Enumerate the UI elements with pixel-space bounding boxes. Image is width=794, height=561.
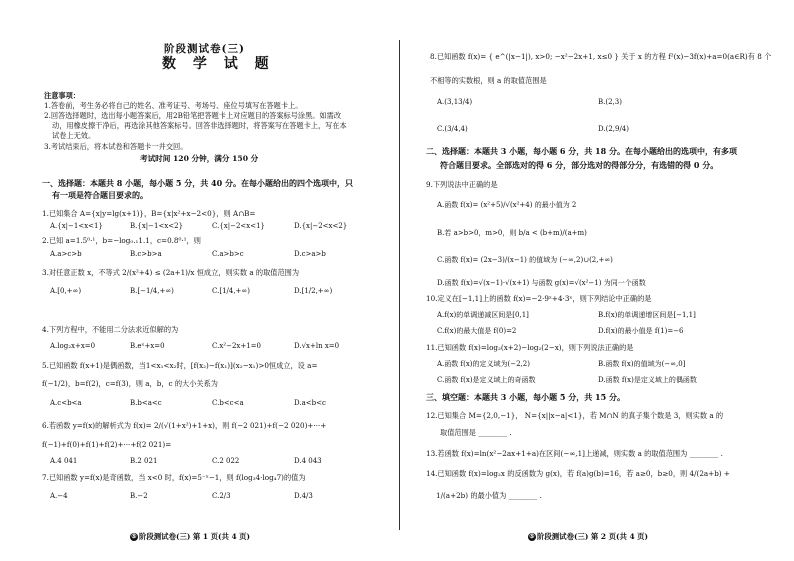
q8-option-b: B.(2,3) (598, 98, 622, 106)
question-10: 10.定义在[−1,1]上的函数 f(x)=−2·9ˣ+4·3ˣ，则下列结论中正确的是 (426, 294, 652, 303)
q5-option-b: B.b<a<c (130, 399, 162, 407)
q4-option-a: A.log₂x+x=0 (50, 342, 96, 350)
page-footer-1 (130, 532, 250, 541)
q1-option-a: A.{x|−1<x<1} (50, 222, 103, 230)
question-6-line-2: f(−1)+f(0)+f(1)+f(2)+···+f(2 021)= (42, 440, 172, 449)
question-1: 1.已知集合 A={x|y=lg(x+1)}，B={x|x²+x−2<0}，则 A∩B= (42, 209, 256, 218)
q10-option-d: D.f(x)的最小值是 f(1)=−6 (598, 327, 684, 335)
exam-time: 考试时间 120 分钟，满分 150 分 (140, 154, 259, 163)
q1-option-d: D.{x|−2<x<2} (294, 222, 348, 230)
exam-subject: 数 学 试 题 (162, 56, 275, 72)
series-badge-icon: ⑤ (529, 533, 535, 540)
q11-option-b: B.函数 f(x)的值域为(−∞,0] (598, 360, 686, 368)
q9-option-b: B.若 a>b>0，m>0，则 b/a < (b+m)/(a+m) (437, 229, 587, 237)
page-footer-2 (528, 532, 648, 541)
q1-option-b: B.{x|−1<x<2} (130, 222, 184, 230)
page-2 (402, 0, 794, 561)
question-14-line-1: 14.已知函数 f(x)=log₂x 的反函数为 g(x)，若 f(a)g(b)=16，若 a≥0，b≥0，则 4/(2a+b) + (426, 469, 730, 478)
q9-option-d: D.函数 f(x)=√(x−1)·√(x+1) 与函数 g(x)=√(x²−1) 为同一个函数 (437, 279, 646, 287)
question-2: 2.已知 a=1.5⁰·¹，b=−log₀.₁1.1，c=0.8⁰·¹，则 (42, 236, 201, 245)
question-8-line-2: 不相等的实数根，则 a 的取值范围是 (430, 76, 547, 85)
q11-option-c: C.函数 f(x)是定义域上的奇函数 (437, 376, 536, 384)
q6-option-c: C.2 022 (212, 457, 240, 465)
footer-text: 阶段测试卷(三) 第 2 页(共 4 页) (537, 532, 649, 541)
page-divider (399, 40, 400, 530)
q10-option-b: B.f(x)的单调递增区间是[−1,1] (598, 311, 696, 319)
notice-line: 试卷上无效。 (52, 131, 96, 140)
notice-line: 动，用橡皮擦干净后，再选涂其他答案标号。回答非选择题时，将答案写在答题卡上，写在本 (52, 121, 347, 130)
section-3-heading: 三、填空题：本题共 3 小题，每小题 5 分，共 15 分。 (426, 392, 625, 402)
q4-option-d: D.√x+ln x=0 (294, 342, 340, 350)
q2-option-b: B.c>b>a (130, 250, 162, 258)
question-6-line-1: 6.若函数 y=f(x)的解析式为 f(x)= 2/(√(1+x²)+1+x)，则 f(−2 021)+f(−2 020)+···+ (42, 421, 327, 430)
q3-option-b: B.[−1/4,+∞) (130, 287, 174, 295)
q6-option-d: D.4 043 (294, 457, 322, 465)
q11-option-a: A.函数 f(x)的定义域为(−2,2) (437, 360, 530, 368)
q11-option-d: D.函数 f(x)是定义域上的偶函数 (598, 376, 697, 384)
question-13: 13.若函数 f(x)=ln(x²−2ax+1+a)在区间(−∞,1]上递减，则实数 a 的取值范围为 ________ . (426, 449, 723, 458)
q3-option-a: A.[0,+∞) (50, 287, 82, 295)
question-3: 3.对任意正数 x，不等式 2/(x²+4) ≤ (2a+1)/x 恒成立，则实数 a 的取值范围为 (42, 268, 300, 277)
q7-option-c: C.2/3 (212, 492, 231, 500)
section-2-heading: 符合题目要求。全部选对的得 6 分，部分选对的得部分分，有选错的得 0 分。 (440, 160, 719, 170)
section-1-heading: 一、选择题：本题共 8 小题，每小题 5 分，共 40 分。在每小题给出的四个选项中，只 (42, 178, 353, 188)
q3-option-d: D.[1/2,+∞) (294, 287, 333, 295)
notice-line: 2.回答选择题时，选出每小题答案后，用2B铅笔把答题卡上对应题目的答案标号涂黑。如需改 (44, 111, 342, 120)
q2-option-a: A.a>c>b (50, 250, 82, 258)
question-7: 7.已知函数 y=f(x)是奇函数，当 x<0 时，f(x)=5⁻ˣ−1，则 f(log₃4·log₄7)的值为 (42, 473, 306, 482)
question-5-line-1: 5.已知函数 f(x+1)是偶函数，当1<x₁<x₂时，[f(x₂)−f(x₁)](x₂−x₁)>0恒成立，设 a= (42, 361, 318, 370)
question-12-line-1: 12.已知集合 M={2,0,−1}， N={x||x−a|<1}，若 M∩N 的真子集个数是 3，则实数 a 的 (426, 411, 724, 420)
q10-option-c: C.f(x)的最大值是 f(0)=2 (437, 327, 517, 335)
notice-line: 1.答卷前，考生务必将自己的姓名、准考证号、考场号、座位号填写在答题卡上。 (44, 101, 303, 110)
question-9: 9.下列说法中正确的是 (426, 180, 498, 189)
q7-option-b: B.−2 (130, 492, 148, 500)
q2-option-d: D.c>a>b (294, 250, 326, 258)
q5-option-a: A.c<b<a (50, 399, 82, 407)
q8-option-d: D.(2,9/4) (598, 125, 629, 133)
q10-option-a: A.f(x)的单调递减区间是[0,1] (437, 311, 529, 319)
section-1-heading: 有一项是符合题目要求的。 (52, 190, 148, 200)
section-2-heading: 二、选择题：本题共 3 小题，每小题 6 分，共 18 分。在每小题给出的选项中，有多项 (426, 146, 737, 156)
question-11: 11.已知函数 f(x)=log₂(x+2)−log₂(2−x)，则下列说法正确的是 (426, 343, 634, 352)
q3-option-c: C.[1/4,+∞) (212, 287, 250, 295)
q8-option-c: C.(3/4,4) (437, 125, 468, 133)
q7-option-d: D.4/3 (294, 492, 313, 500)
q4-option-c: C.x²−2x+1=0 (212, 342, 261, 350)
q6-option-b: B.2 021 (130, 457, 158, 465)
q7-option-a: A.−4 (50, 492, 68, 500)
q9-option-c: C.函数 f(x)= (2x−3)/(x−1) 的值域为 (−∞,2)∪(2,+∞) (437, 256, 613, 264)
question-14-line-2: 1/(a+2b) 的最小值为 ________ . (436, 491, 542, 500)
series-badge-icon: ⑤ (131, 533, 137, 540)
q9-option-a: A.函数 f(x)= (x²+5)/√(x²+4) 的最小值为 2 (437, 201, 577, 209)
question-12-line-2: 取值范围是 ________ . (440, 428, 512, 437)
q8-option-a: A.(3,13/4) (437, 98, 473, 106)
exam-title: 阶段测试卷(三) (164, 43, 245, 55)
question-5-line-2: f(−1/2)，b=f(2)，c=f(3)，则 a，b，c 的大小关系为 (42, 379, 218, 388)
q5-option-c: C.b<c<a (212, 399, 244, 407)
notice-heading: 注意事项： (44, 91, 80, 100)
question-8-line-1: 8.已知函数 f(x)= { e^(|x−1|), x>0; −x²−2x+1, x≤0 } 关于 x 的方程 f²(x)−3f(x)+a=0(a∈R)有 8 个 (430, 52, 772, 61)
q1-option-c: C.{x|−2<x<1} (212, 222, 265, 230)
question-4: 4.下列方程中，不能用二分法求近似解的为 (42, 325, 179, 334)
q4-option-b: B.eˣ+x=0 (130, 342, 165, 350)
notice-line: 3.考试结束后，将本试卷和答题卡一并交回。 (44, 142, 188, 151)
footer-text: 阶段测试卷(三) 第 1 页(共 4 页) (139, 532, 251, 541)
q5-option-d: D.a<b<c (294, 399, 326, 407)
q2-option-c: C.a>b>c (212, 250, 244, 258)
q6-option-a: A.4 041 (50, 457, 78, 465)
